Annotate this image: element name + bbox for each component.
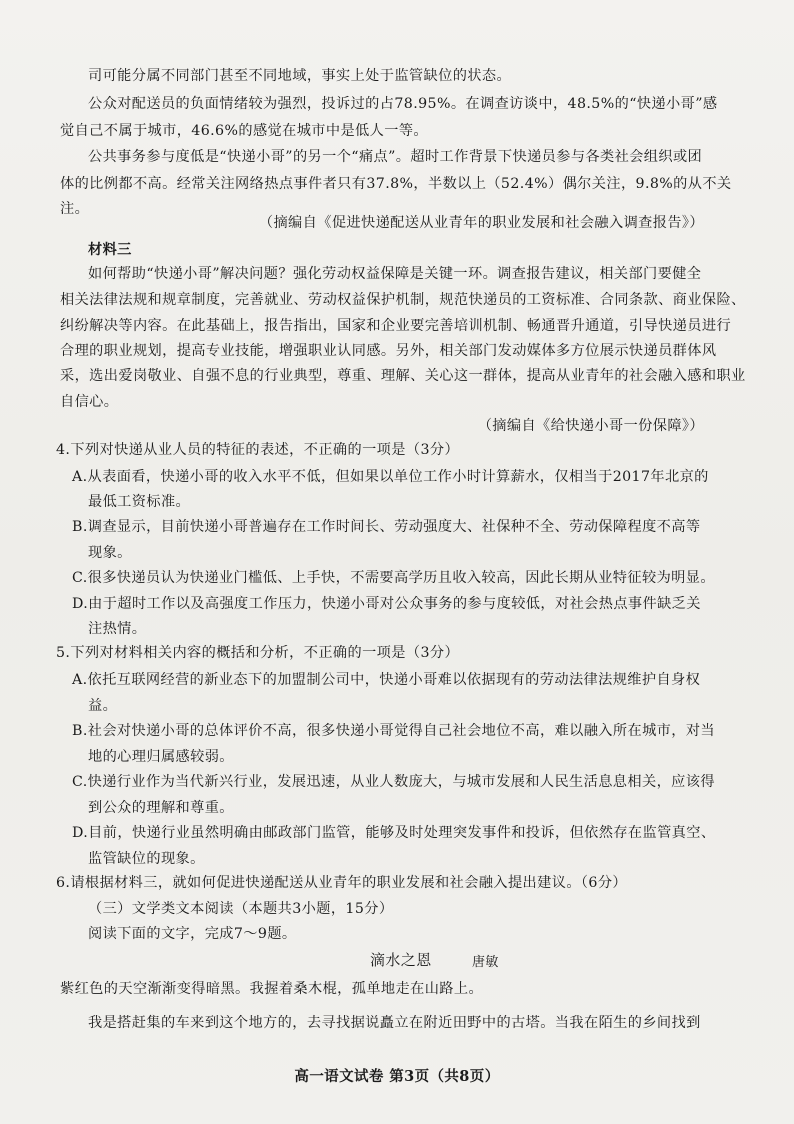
text-line: 紫红色的天空渐渐变得暗黑。我握着桑木棍，孤单地走在山路上。 bbox=[60, 981, 484, 997]
question-4: 4.下列对快递从业人员的特征的表述，不正确的一项是（3分） bbox=[56, 442, 460, 458]
text-line: 自信心。 bbox=[60, 394, 119, 410]
option-a: A.依托互联网经营的新业态下的加盟制公司中，快递小哥难以依据现有的劳动法律法规维护自身权 bbox=[72, 672, 701, 688]
text-line: 合理的职业规划，提高专业技能，增强职业认同感。另外，相关部门发动媒体多方位展示快递员群体风 bbox=[60, 343, 717, 359]
text-line: 注。 bbox=[60, 201, 90, 217]
option-a-cont: 益。 bbox=[88, 698, 118, 714]
text-line: 采，选出爱岗敬业、自强不息的行业典型，尊重、理解、关心这一群体，提高从业青年的社会融入感和职业 bbox=[60, 368, 746, 384]
option-d-cont: 监管缺位的现象。 bbox=[88, 851, 205, 867]
text-line: 觉自己不属于城市，46.6%的感觉在城市中是低人一等。 bbox=[60, 123, 428, 139]
text-line: 我是搭赶集的车来到这个地方的，去寻找据说矗立在附近田野中的古塔。当我在陌生的乡间找到 bbox=[88, 1015, 701, 1031]
option-b-cont: 地的心理归属感较弱。 bbox=[88, 749, 234, 765]
text-line: 相关法律法规和规章制度，完善就业、劳动权益保护机制，规范快递员的工资标准、合同条款、商业保险、 bbox=[60, 292, 746, 308]
text-line: 体的比例都不高。经常关注网络热点事件者只有37.8%，半数以上（52.4%）偶尔关注，9.8%的从不关 bbox=[60, 176, 732, 192]
source-citation: （摘编自《给快递小哥一份保障》） bbox=[477, 418, 704, 434]
option-d: D.由于超时工作以及高强度工作压力，快递小哥对公众事务的参与度较低，对社会热点事件缺乏关 bbox=[72, 596, 701, 612]
option-c: C.快递行业作为当代新兴行业，发展迅速，从业人数庞大，与城市发展和人民生活息息相关，应该得 bbox=[72, 774, 715, 790]
section-heading: 材料三 bbox=[88, 242, 132, 258]
section-heading: （三）文学类文本阅读（本题共3小题，15分） bbox=[88, 901, 394, 917]
question-6: 6.请根据材料三，就如何促进快递配送从业青年的职业发展和社会融入提出建议。（6分） bbox=[56, 875, 627, 891]
article-author: 唐敏 bbox=[472, 955, 499, 970]
text-line: 如何帮助“快递小哥”解决问题？强化劳动权益保障是关键一环。调查报告建议，相关部门要健全 bbox=[88, 266, 702, 282]
text-line: 公共事务参与度低是“快递小哥”的另一个“痛点”。超时工作背景下快递员参与各类社会组织或团 bbox=[88, 149, 703, 165]
instruction: 阅读下面的文字，完成7～9题。 bbox=[88, 926, 297, 942]
page-footer: 高一语文试卷 第3页（共8页） bbox=[294, 1068, 500, 1085]
option-b: B.调查显示，目前快递小哥普遍存在工作时间长、劳动强度大、社保种不全、劳动保障程度不高等 bbox=[72, 519, 701, 535]
article-title: 滴水之恩 bbox=[370, 951, 432, 969]
option-b-cont: 现象。 bbox=[88, 545, 132, 561]
text-line: 纠纷解决等内容。在此基础上，报告指出，国家和企业要完善培训机制、畅通晋升通道，引导快递员进行 bbox=[60, 318, 732, 334]
source-citation: （摘编自《促进快递配送从业青年的职业发展和社会融入调查报告》） bbox=[258, 215, 704, 231]
option-d: D.目前，快递行业虽然明确由邮政部门监管，能够及时处理突发事件和投诉，但依然存在监管真空、 bbox=[72, 825, 716, 841]
option-c: C.很多快递员认为快递业门槛低、上手快，不需要高学历且收入较高，因此长期从业特征较为明显。 bbox=[72, 570, 715, 586]
option-a-cont: 最低工资标准。 bbox=[88, 494, 191, 510]
option-a: A.从表面看，快递小哥的收入水平不低，但如果以单位工作小时计算薪水，仅相当于2017年北京的 bbox=[72, 469, 709, 485]
text-line: 司可能分属不同部门甚至不同地域，事实上处于监管缺位的状态。 bbox=[88, 68, 512, 84]
option-c-cont: 到公众的理解和尊重。 bbox=[88, 800, 234, 816]
option-b: B.社会对快递小哥的总体评价不高，很多快递小哥觉得自己社会地位不高，难以融入所在城市，对当 bbox=[72, 723, 716, 739]
text-line: 公众对配送员的负面情绪较为强烈，投诉过的占78.95%。在调查访谈中，48.5%的“快递小哥”感 bbox=[88, 96, 718, 112]
option-d-cont: 注热情。 bbox=[88, 621, 147, 637]
question-5: 5.下列对材料相关内容的概括和分析，不正确的一项是（3分） bbox=[56, 645, 460, 661]
